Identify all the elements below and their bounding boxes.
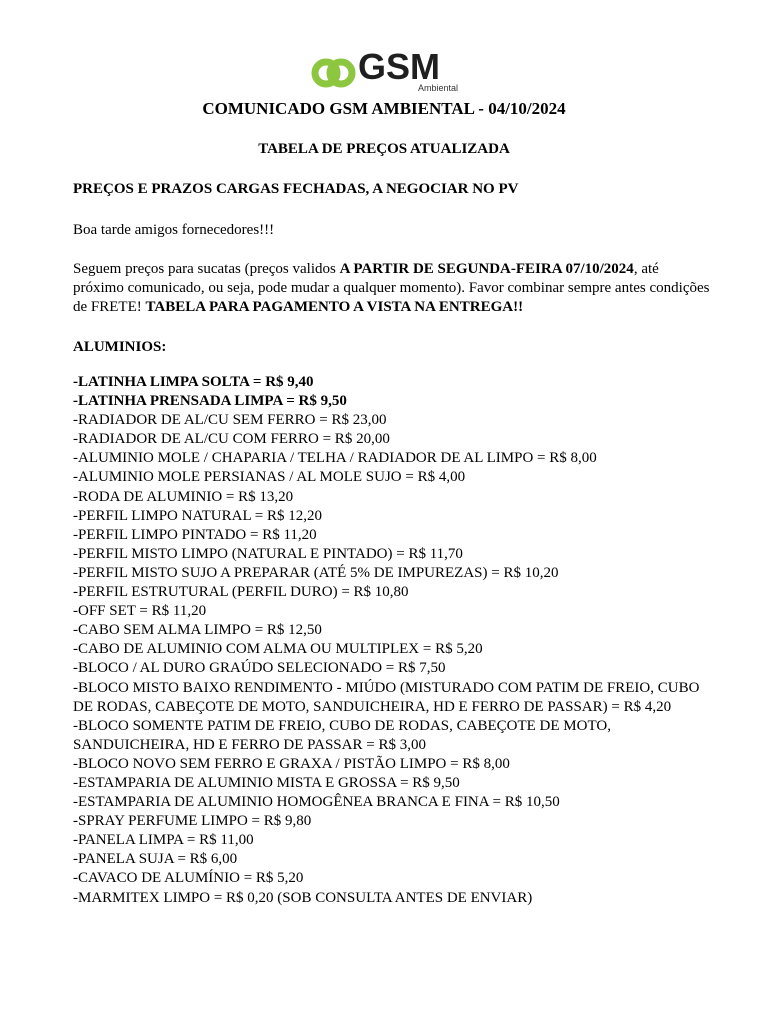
price-list [73, 373, 713, 908]
list-item: -PERFIL LIMPO PINTADO = R$ 11,20 [73, 526, 317, 543]
list-item: -PERFIL LIMPO NATURAL = R$ 12,20 [73, 507, 323, 524]
list-item: -LATINHA LIMPA SOLTA = R$ 9,40 [73, 374, 314, 390]
list-item: -SPRAY PERFUME LIMPO = R$ 9,80 [73, 813, 312, 830]
list-item: -RODA DE ALUMINIO = R$ 13,20 [73, 488, 294, 505]
list-item: -BLOCO MISTO BAIXO RENDIMENTO - MIÚDO (MISTURADO COM PATIM DE FREIO, CUBO DE RODAS, CABEÇOTE DE MOTO, SANDUICHEIRA, HD E FERRO DE PASSAR) = R$ 4,20 [73, 679, 700, 715]
list-item: -PANELA LIMPA = R$ 11,00 [73, 832, 254, 849]
list-item: -BLOCO SOMENTE PATIM DE FREIO, CUBO DE RODAS, CABEÇOTE DE MOTO, SANDUICHEIRA, HD E FERRO DE PASSAR = R$ 3,00 [73, 717, 611, 753]
section-aluminios: ALUMINIOS: [73, 339, 167, 355]
gsm-logo [311, 46, 461, 98]
list-item: -BLOCO NOVO SEM FERRO E GRAXA / PISTÃO LIMPO = R$ 8,00 [73, 755, 510, 772]
list-item: -RADIADOR DE AL/CU COM FERRO = R$ 20,00 [73, 431, 390, 448]
greeting-text: Boa tarde amigos fornecedores!!! [73, 222, 275, 238]
list-item: -OFF SET = R$ 11,20 [73, 603, 207, 620]
document-title: COMUNICADO GSM AMBIENTAL - 04/10/2024 [202, 99, 566, 118]
notice-bold-date: A PARTIR DE SEGUNDA-FEIRA 07/10/2024 [339, 261, 634, 277]
list-item: -PERFIL MISTO LIMPO (NATURAL E PINTADO) = R$ 11,70 [73, 545, 463, 562]
notice-paragraph [73, 260, 713, 317]
gsm-logo-icon [311, 54, 357, 92]
list-item: -ALUMINIO MOLE / CHAPARIA / TELHA / RADIADOR DE AL LIMPO = R$ 8,00 [73, 450, 597, 467]
list-item: -ALUMINIO MOLE PERSIANAS / AL MOLE SUJO = R$ 4,00 [73, 469, 466, 486]
list-item: -ESTAMPARIA DE ALUMINIO HOMOGÊNEA BRANCA E FINA = R$ 10,50 [73, 794, 560, 811]
list-item: -CABO SEM ALMA LIMPO = R$ 12,50 [73, 622, 322, 639]
document-subtitle: TABELA DE PREÇOS ATUALIZADA [258, 141, 510, 157]
logo-text: GSM [358, 46, 441, 87]
list-item: -PERFIL ESTRUTURAL (PERFIL DURO) = R$ 10,80 [73, 584, 409, 601]
notice-text-2: , até próximo comunicado, ou seja, pode mudar a qualquer momento). Favor combinar sempre antes condições de FRETE! [73, 261, 710, 315]
list-item: -PERFIL MISTO SUJO A PREPARAR (ATÉ 5% DE IMPUREZAS) = R$ 10,20 [73, 564, 559, 581]
list-item: -PANELA SUJA = R$ 6,00 [73, 851, 238, 868]
list-item: -BLOCO / AL DURO GRAÚDO SELECIONADO = R$ 7,50 [73, 660, 446, 677]
list-item: -LATINHA PRENSADA LIMPA = R$ 9,50 [73, 393, 347, 410]
notice-bold-payment: TABELA PARA PAGAMENTO A VISTA NA ENTREGA!! [145, 299, 524, 315]
section-heading: PREÇOS E PRAZOS CARGAS FECHADAS, A NEGOCIAR NO PV [73, 181, 519, 197]
list-item: -ESTAMPARIA DE ALUMINIO MISTA E GROSSA = R$ 9,50 [73, 774, 460, 791]
list-item: -CABO DE ALUMINIO COM ALMA OU MULTIPLEX = R$ 5,20 [73, 641, 483, 658]
list-item: -CAVACO DE ALUMÍNIO = R$ 5,20 [73, 870, 304, 887]
logo-subtext: Ambiental [418, 83, 459, 93]
list-item: -RADIADOR DE AL/CU SEM FERRO = R$ 23,00 [73, 412, 387, 429]
list-item: -MARMITEX LIMPO = R$ 0,20 (SOB CONSULTA ANTES DE ENVIAR) [73, 889, 533, 906]
notice-text-1: Seguem preços para sucatas (preços validos [73, 261, 340, 277]
